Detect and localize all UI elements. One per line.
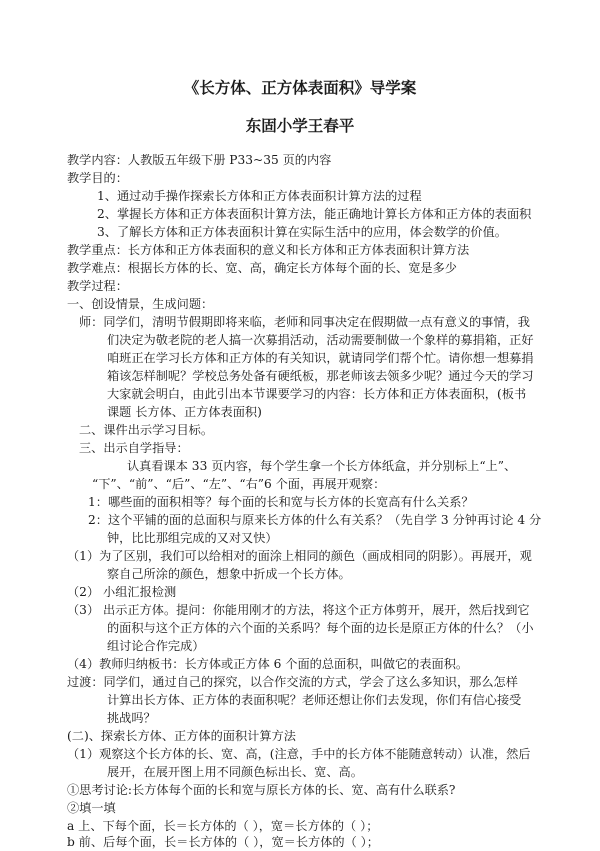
teaching-content-line: 教学内容：人教版五年级下册 P33~35 页的内容 bbox=[67, 153, 332, 167]
goal-item-3: 3、了解长方体和正方体表面积计算在实际生活中的应用，体会数学的价值。 bbox=[97, 225, 507, 239]
fill-in-item-b: b 前、后每个面，长＝长方体的（ ），宽＝长方体的（ ）； bbox=[67, 835, 379, 849]
teacher-paragraph-line: 师：同学们，清明节假期即将来临，老师和同事决定在假期做一点有意义的事情，我 bbox=[79, 315, 530, 329]
section-3-heading: 三、出示自学指导： bbox=[79, 441, 189, 455]
section-1-heading: 一、创设情景，生成问题： bbox=[67, 297, 214, 311]
transition-continued: 挑战吗？ bbox=[107, 711, 156, 725]
teaching-goals-heading: 教学目的： bbox=[67, 171, 128, 185]
observe-continued: 展开，在展开图上用不同颜色标出长、宽、高。 bbox=[107, 765, 363, 779]
transition-continued: 计算出长方体、正方体的表面积呢？老师还想让你们去发现，你们有信心接受 bbox=[107, 693, 522, 707]
think-discuss-line: ①思考讨论:长方体每个面的长和宽与原长方体的长、宽、高有什么联系? bbox=[67, 783, 456, 797]
fill-in-heading: ②填一填 bbox=[67, 801, 116, 815]
step-3-continued: 的面积与这个正方体的六个面的关系吗？每个面的边长是原正方体的什么？（小 bbox=[107, 621, 534, 635]
goal-item-2: 2、掌握长方体和正方体表面积计算方法，能正确地计算长方体和正方体的表面积 bbox=[97, 207, 532, 221]
question-1: 1：哪些面的面积相等？每个面的长和宽与长方体的长宽高有什么关系？ bbox=[88, 495, 474, 509]
question-2-continued: 钟，比比那组完成的又对又快） bbox=[107, 531, 278, 545]
key-points-line: 教学重点：长方体和正方体表面积的意义和长方体和正方体表面积计算方法 bbox=[67, 243, 470, 257]
subsection-2-heading: (二)、探索长方体、正方体的面积计算方法 bbox=[67, 729, 296, 743]
step-3-line: （3） 出示正方体。提问：你能用刚才的方法，将这个正方体剪开，展开，然后找到它 bbox=[67, 603, 530, 617]
self-study-line: “下”、“前”、“后”、“左”、“右”6 个面，再展开观察： bbox=[92, 477, 386, 491]
observe-line: （1）观察这个长方体的长、宽、高，(注意，手中的长方体不能随意转动）认准，然后 bbox=[67, 747, 531, 761]
question-2: 2：这个平铺的面的总面积与原来长方体的什么有关系？（先自学 3 分钟再讨论 4 分 bbox=[88, 513, 542, 527]
fill-in-item-a: a 上、下每个面，长＝长方体的（ ），宽＝长方体的（ ）； bbox=[67, 819, 379, 833]
teacher-paragraph-line: 咱班正在学习长方体和正方体的有关知识，就请同学们帮个忙。请你想一想募捐 bbox=[107, 351, 534, 365]
document-author: 东固小学王春平 bbox=[245, 117, 355, 135]
step-3-continued: 组讨论合作完成） bbox=[107, 639, 205, 653]
step-1-continued: 察自己所涂的颜色，想象中折成一个长方体。 bbox=[107, 567, 351, 581]
difficult-points-line: 教学难点：根据长方体的长、宽、高，确定长方体每个面的长、宽是多少 bbox=[67, 261, 457, 275]
teaching-process-heading: 教学过程： bbox=[67, 279, 128, 293]
document-title: 《长方体、正方体表面积》导学案 bbox=[183, 79, 417, 97]
step-1-line: （1）为了区别，我们可以给相对的面涂上相同的颜色（画成相同的阴影）。再展开，观 bbox=[67, 549, 532, 563]
self-study-line: 认真看课本 33 页内容，每个学生拿一个长方体纸盒，并分别标上“上”、 bbox=[127, 459, 517, 473]
teacher-paragraph-line: 课题 长方体、正方体表面积) bbox=[107, 405, 262, 419]
step-2-line: （2） 小组汇报检测 bbox=[67, 585, 177, 599]
teacher-paragraph-line: 们决定为敬老院的老人搞一次募捐活动，活动需要制做一个象样的募捐箱，正好 bbox=[107, 333, 534, 347]
teacher-paragraph-line: 箱该怎样制呢？学校总务处备有硬纸板，那老师该去领多少呢？通过今天的学习 bbox=[107, 369, 534, 383]
transition-line: 过渡：同学们，通过自己的探究，以合作交流的方式，学会了这么多知识，那么怎样 bbox=[67, 675, 518, 689]
teacher-paragraph-line: 大家就会明白，由此引出本节课要学习的内容：长方体和正方体表面积，(板书 bbox=[107, 387, 527, 401]
goal-item-1: 1、通过动手操作探索长方体和正方体表面积计算方法的过程 bbox=[97, 189, 422, 203]
section-2-heading: 二、课件出示学习目标。 bbox=[79, 423, 214, 437]
step-4-line: （4）教师归纳板书：长方体或正方体 6 个面的总面积，叫做它的表面积。 bbox=[67, 657, 469, 671]
